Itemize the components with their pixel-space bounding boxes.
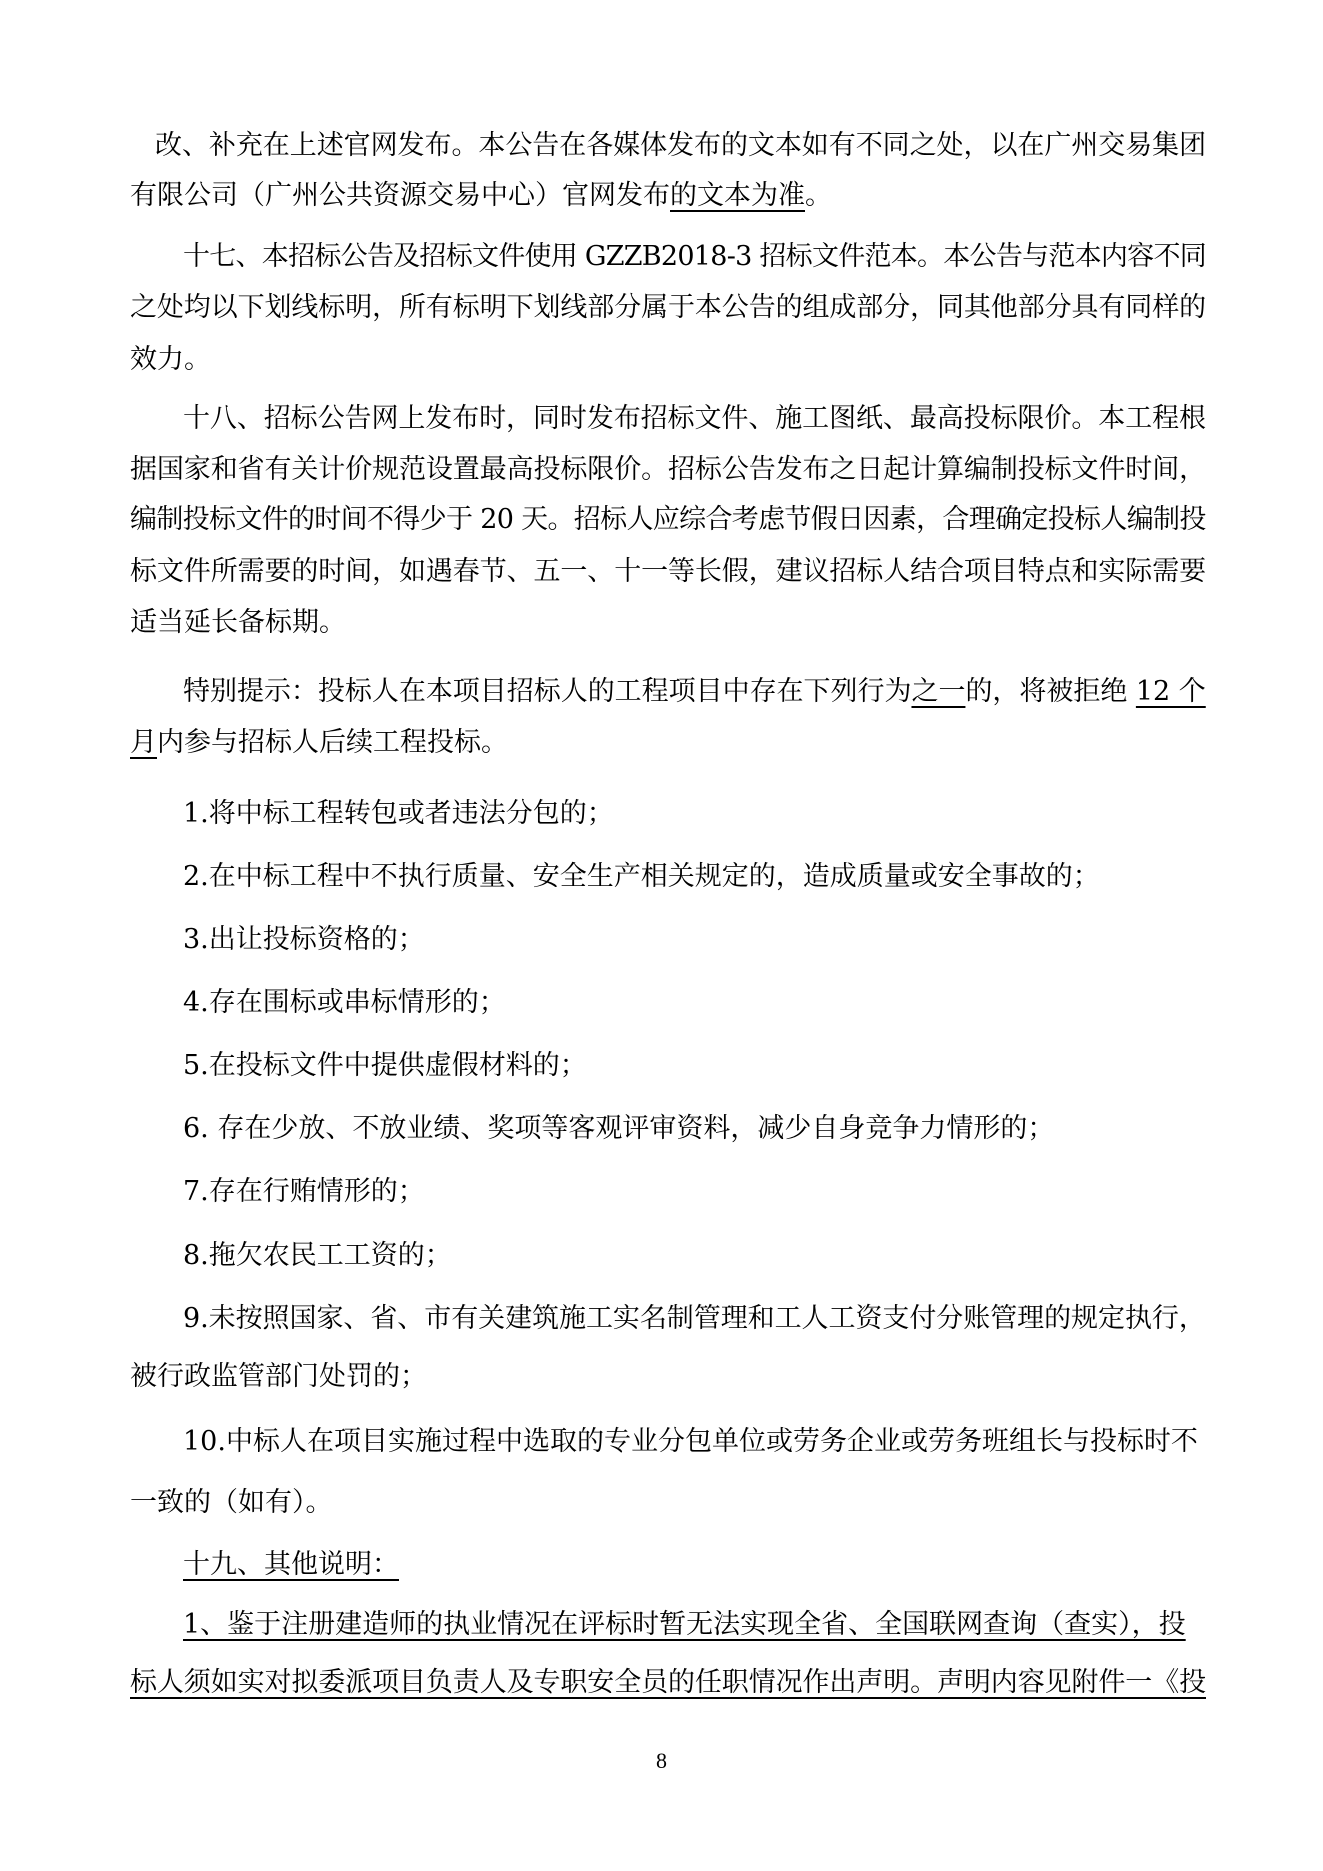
list-item-7: 7.存在行贿情形的； [183,1176,425,1207]
special-notice-line-1 [183,676,1206,708]
list-item-1: 1.将中标工程转包或者违法分包的； [183,798,614,829]
para-16-text: 有限公司（广州公共资源交易中心）官网发布 [130,180,670,211]
list-item-9-line-1: 9.未按照国家、省、市有关建筑施工实名制管理和工人工资支付分账管理的规定执行， [183,1303,1206,1334]
list-item-9-line-2: 被行政监管部门处罚的； [130,1361,427,1392]
para-17-line-3: 效力。 [130,344,211,375]
list-item-8: 8.拖欠农民工工资的； [183,1240,452,1271]
notice-text: 的，将被拒绝 [965,676,1136,707]
page-number: 8 [656,1748,667,1773]
underlined-text: 的文本为准 [670,180,805,211]
underlined-text: 之一 [911,676,966,707]
para-16-line-1: 改、补充在上述官网发布。本公告在各媒体发布的文本如有不同之处，以在广州交易集团 [155,130,1207,161]
para-18-line-3: 编制投标文件的时间不得少于 20 天。招标人应综合考虑节假日因素，合理确定投标人编制投 [130,504,1206,535]
para-16-end: 。 [805,180,832,211]
para-17-line-2: 之处均以下划线标明，所有标明下划线部分属于本公告的组成部分，同其他部分具有同样的 [130,292,1206,323]
list-item-10-line-2: 一致的（如有）。 [130,1487,333,1518]
para-18-line-4: 标文件所需要的时间，如遇春节、五一、十一等长假，建议招标人结合项目特点和实际需要 [130,556,1206,587]
para-18-line-1: 十八、招标公告网上发布时，同时发布招标文件、施工图纸、最高投标限价。本工程根 [183,403,1206,434]
list-item-5: 5.在投标文件中提供虚假材料的； [183,1050,587,1081]
notice-text: 内参与招标人后续工程投标。 [157,727,508,758]
para-18-line-2: 据国家和省有关计价规范设置最高投标限价。招标公告发布之日起计算编制投标文件时间， [130,454,1206,485]
underlined-text: 12 个 [1135,676,1206,707]
list-item-3: 3.出让投标资格的； [183,924,425,955]
list-item-10-line-1: 10.中标人在项目实施过程中选取的专业分包单位或劳务企业或劳务班组长与投标时不 [183,1426,1198,1457]
special-notice-line-2 [130,727,508,759]
underlined-text: 月 [130,727,157,758]
list-item-6: 6. 存在少放、不放业绩、奖项等客观评审资料，减少自身竞争力情形的； [183,1113,1055,1144]
section-19-item-1-line-2: 标人须如实对拟委派项目负责人及专职安全员的任职情况作出声明。声明内容见附件一《投 [130,1667,1206,1698]
section-19-item-1-line-1: 1、鉴于注册建造师的执业情况在评标时暂无法实现全省、全国联网查询（查实），投 [183,1609,1186,1640]
notice-text: 特别提示：投标人在本项目招标人的工程项目中存在下列行为 [183,676,912,707]
list-item-4: 4.存在围标或串标情形的； [183,987,506,1018]
list-item-2: 2.在中标工程中不执行质量、安全生产相关规定的，造成质量或安全事故的； [183,861,1100,892]
para-17-line-1: 十七、本招标公告及招标文件使用 GZZB2018-3 招标文件范本。本公告与范本内容不同 [183,241,1206,272]
para-18-line-5: 适当延长备标期。 [130,607,346,638]
section-19-heading: 十九、其他说明： [183,1549,399,1580]
para-16-line-2 [130,180,832,212]
